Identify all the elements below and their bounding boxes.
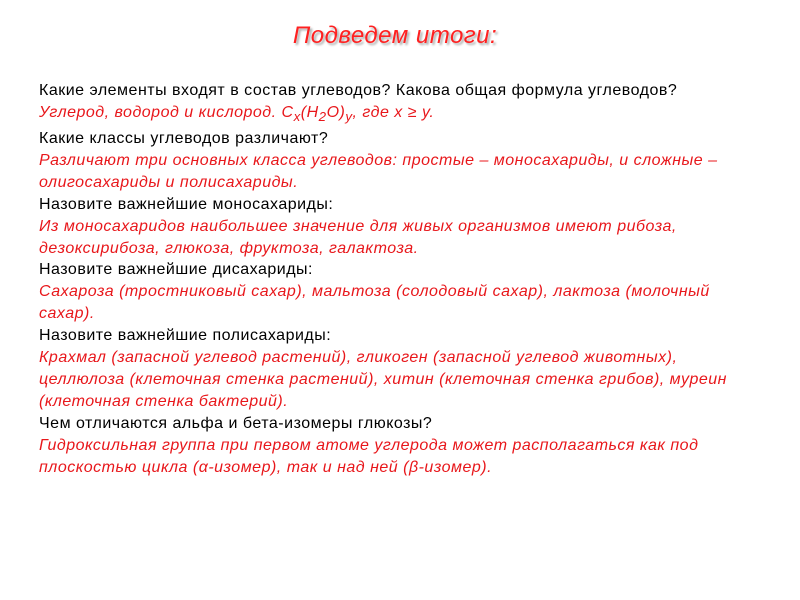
slide-title: Подведем итоги: [292,22,498,49]
answer-1 [39,102,759,128]
answer-2: Различают три основных класса углеводов: простые – моносахариды, и сложные – олигосахариды и полисахариды. [39,151,718,191]
answer-6: Гидроксильная группа при первом атоме углерода может располагаться как под плоскостью цикла (α-изомер), так и над ней (β-изомер). [39,436,699,476]
answer-4: Сахароза (тростниковый сахар), мальтоза (солодовый сахар), лактоза (молочный сахар). [39,283,710,323]
question-5: Назовите важнейшие полисахариды: [39,327,332,345]
answer-5: Крахмал (запасной углевод растений), гликоген (запасной углевод животных), целлюлоза (клеточная стенка растений), хитин (клеточная стенка грибов), муреин (клеточная стенка бактерий). [39,349,727,410]
answer-1-suffix: , где х ≥ у. [352,103,435,121]
answer-1-prefix: Углерод, водород и кислород. С [39,103,294,121]
qa-content [39,80,759,479]
question-1: Какие элементы входят в состав углеводов? Какова общая формула углеводов? [39,82,678,99]
question-4: Назовите важнейшие дисахариды: [39,261,313,279]
question-3: Назовите важнейшие моносахариды: [39,195,334,213]
formula-sub-x: x [293,109,301,125]
question-6: Чем отличаются альфа и бета-изомеры глюкозы? [39,414,433,432]
answer-1-middle: (Н [300,103,319,121]
formula-sub-y: y [345,109,353,125]
question-2: Какие классы углеводов различают? [39,130,329,147]
answer-1-middle2: О) [326,103,346,121]
answer-3: Из моносахаридов наибольшее значение для живых организмов имеют рибоза, дезоксирибоза, глюкоза, фруктоза, галактоза. [39,217,677,257]
formula-sub-2: 2 [318,109,327,125]
